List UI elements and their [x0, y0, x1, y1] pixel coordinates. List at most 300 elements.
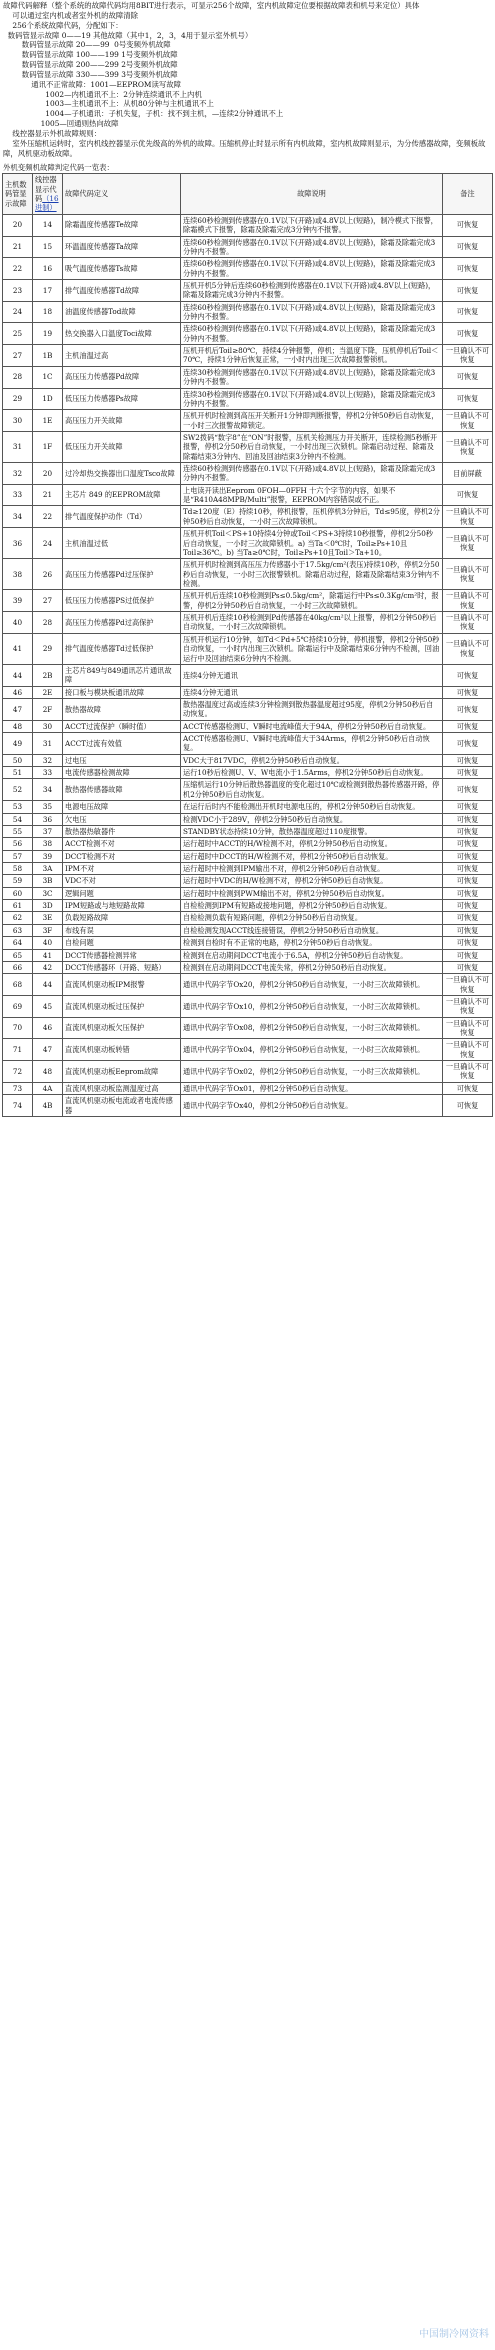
definition-cell: 直流风机驱动板监测温度过高: [63, 1082, 181, 1094]
note-cell: 可恢复: [443, 698, 493, 720]
table-row: [3, 949, 493, 961]
header-wired-code: [33, 174, 63, 214]
table-header-row: [3, 174, 493, 214]
main-code-cell: 46: [3, 686, 33, 698]
main-code-cell: 61: [3, 900, 33, 912]
wired-code-cell: 2F: [33, 698, 63, 720]
note-cell: 一旦确认不可恢复: [443, 974, 493, 996]
note-cell: 可恢复: [443, 900, 493, 912]
definition-cell: 直流风机驱动板过压保护: [63, 995, 181, 1017]
note-cell: 可恢复: [443, 301, 493, 323]
main-code-cell: 33: [3, 484, 33, 506]
header-description: 故障说明: [181, 174, 443, 214]
note-cell: 可恢复: [443, 813, 493, 825]
definition-cell: 高压压力开关故障: [63, 410, 181, 432]
wired-code-cell: 39: [33, 850, 63, 862]
table-row: [3, 900, 493, 912]
main-code-cell: 30: [3, 410, 33, 432]
note-cell: 可恢复: [443, 825, 493, 837]
description-cell: STANDBY状态持续10分钟，散热器温度超过110度报警。: [181, 825, 443, 837]
table-row: [3, 754, 493, 766]
description-cell: 自检检测到IPM有短路或接地问题，停机2分钟50秒后自动恢复。: [181, 900, 443, 912]
note-cell: 可恢复: [443, 258, 493, 280]
table-row: [3, 431, 493, 462]
note-cell: 可恢复: [443, 862, 493, 874]
note-cell: 一旦确认不可恢复: [443, 345, 493, 367]
table-row: [3, 698, 493, 720]
note-cell: 可恢复: [443, 937, 493, 949]
note-cell: 可恢复: [443, 733, 493, 755]
main-code-cell: 29: [3, 388, 33, 410]
definition-cell: 布线有误: [63, 924, 181, 936]
wired-code-cell: 38: [33, 838, 63, 850]
wired-code-cell: 4A: [33, 1082, 63, 1094]
intro-line: 1002—内机通讯不上：2分钟连续通讯不上内机: [3, 89, 202, 99]
note-cell: 可恢复: [443, 214, 493, 236]
description-cell: 连续60秒检测到传感器在0.1V以下(开路)或4.8V以上(短路)，除霜及除霜完成3分钟内不报警。: [181, 463, 443, 485]
table-row: [3, 801, 493, 813]
definition-cell: 直流风机驱动板欠压保护: [63, 1017, 181, 1039]
description-cell: 检测到在启动期间DCCT电流失常，停机2分钟50秒后自动恢复。: [181, 961, 443, 973]
intro-line: 故障代码解释（整个系统的故障代码均用8BIT进行表示，可显示256个故障，室内机故障定位要根据故障表和机号来定位）具体: [3, 1, 420, 10]
main-code-cell: 44: [3, 664, 33, 686]
intro-line: 数码管显示故障 100——199 1号变频外机故障: [3, 50, 178, 60]
definition-cell: ACCT过流保护（瞬时值）: [63, 720, 181, 732]
description-cell: Td≥120度（E）持续10秒，停机报警，压机停机3分钟后，Td≤95度，停机2分钟50秒后自动恢复，一小时三次故障锁机。: [181, 506, 443, 528]
table-row: [3, 875, 493, 887]
definition-cell: 主芯片849与849通讯芯片通讯故障: [63, 664, 181, 686]
description-cell: 连续60秒检测到传感器在0.1V以下(开路)或4.8V以上(短路)，制冷模式下报警，除霜模式下报警，除霜及除霜完成3分钟内不报警。: [181, 214, 443, 236]
fault-code-table: [2, 173, 493, 1117]
definition-cell: 高压压力传感器Pd故障: [63, 366, 181, 388]
description-cell: 压机开机5分钟后连续60秒检测到传感器在0.1V以下(开路)或4.8V以上(短路)，除霜及除霜完成3分钟内不报警。: [181, 279, 443, 301]
intro-line: 数码管显示故障 20——99 0号变频外机故障: [3, 40, 171, 50]
main-code-cell: 51: [3, 767, 33, 779]
table-row: [3, 779, 493, 801]
main-code-cell: 50: [3, 754, 33, 766]
wired-code-cell: 16: [33, 258, 63, 280]
main-code-cell: 53: [3, 801, 33, 813]
note-cell: 可恢复: [443, 1082, 493, 1094]
main-code-cell: 36: [3, 528, 33, 559]
table-row: [3, 720, 493, 732]
definition-cell: 接口板与模块板通讯故障: [63, 686, 181, 698]
description-cell: 运行超时中检测到IPM输出不对，停机2分钟50秒后自动恢复。: [181, 862, 443, 874]
main-code-cell: 69: [3, 995, 33, 1017]
main-code-cell: 71: [3, 1039, 33, 1061]
definition-cell: 欠电压: [63, 813, 181, 825]
table-row: [3, 825, 493, 837]
table-row: [3, 1017, 493, 1039]
main-code-cell: 25: [3, 323, 33, 345]
intro-line: 数码管显示故障 330——399 3号变频外机故障: [3, 69, 178, 79]
description-cell: 运行10秒后检测U、V、W电流小于1.5Arms，停机2分钟50秒后自动恢复。: [181, 767, 443, 779]
wired-code-cell: 19: [33, 323, 63, 345]
note-cell: 可恢复: [443, 767, 493, 779]
wired-code-cell: 32: [33, 754, 63, 766]
wired-code-cell: 3A: [33, 862, 63, 874]
table-row: [3, 850, 493, 862]
wired-code-cell: 47: [33, 1039, 63, 1061]
table-title: 外机变频机故障判定代码一览表：: [3, 162, 114, 172]
note-cell: 一旦确认不可恢复: [443, 528, 493, 559]
table-row: [3, 528, 493, 559]
definition-cell: 环温温度传感器Ta故障: [63, 236, 181, 258]
intro-line: 数码管显示故障 200——299 2号变频外机故障: [3, 60, 178, 70]
table-row: [3, 258, 493, 280]
definition-cell: 热交换器入口温度Toci故障: [63, 323, 181, 345]
wired-code-cell: 2B: [33, 664, 63, 686]
table-row: [3, 463, 493, 485]
main-code-cell: 22: [3, 258, 33, 280]
table-row: [3, 410, 493, 432]
description-cell: 在运行后时内不能检测出开机时电源电压的，停机2分钟50秒后自动恢复。: [181, 801, 443, 813]
table-row: [3, 388, 493, 410]
table-row: [3, 1061, 493, 1083]
table-row: [3, 279, 493, 301]
main-code-cell: 57: [3, 850, 33, 862]
table-row: [3, 862, 493, 874]
definition-cell: 除霜温度传感器Te故障: [63, 214, 181, 236]
description-cell: 通讯中代码字节Ox40，停机2分钟50秒后自动恢复。: [181, 1095, 443, 1117]
description-cell: 检测到自检时有不正常的电路，停机2分钟50秒后自动恢复。: [181, 937, 443, 949]
wired-code-cell: 3E: [33, 912, 63, 924]
definition-cell: 负载短路故障: [63, 912, 181, 924]
definition-cell: 低压压力开关故障: [63, 431, 181, 462]
main-code-cell: 55: [3, 825, 33, 837]
main-code-cell: 47: [3, 698, 33, 720]
note-cell: 一旦确认不可恢复: [443, 1061, 493, 1083]
note-cell: 可恢复: [443, 961, 493, 973]
table-row: [3, 924, 493, 936]
note-cell: 可恢复: [443, 1095, 493, 1117]
main-code-cell: 32: [3, 463, 33, 485]
note-cell: 一旦确认不可恢复: [443, 612, 493, 634]
definition-cell: ACCT检测不对: [63, 838, 181, 850]
definition-cell: 逻辑问题: [63, 887, 181, 899]
note-cell: 一旦确认不可恢复: [443, 633, 493, 664]
table-row: [3, 559, 493, 590]
note-cell: 可恢复: [443, 912, 493, 924]
intro-line: 线控器显示外机故障规则：: [3, 128, 102, 138]
main-code-cell: 23: [3, 279, 33, 301]
definition-cell: 直流风机驱动板转错: [63, 1039, 181, 1061]
main-code-cell: 68: [3, 974, 33, 996]
table-row: [3, 506, 493, 528]
note-cell: 一旦确认不可恢复: [443, 995, 493, 1017]
table-row: [3, 366, 493, 388]
description-cell: 检测VDC小于289V，停机2分钟50秒后自动恢复。: [181, 813, 443, 825]
table-row: [3, 961, 493, 973]
main-code-cell: 49: [3, 733, 33, 755]
definition-cell: ACCT过流有效值: [63, 733, 181, 755]
description-cell: 压缩机运行10分钟后散热器温度的变化超过10℃或检测到散热器传感器开路，停机2分钟50秒后自动恢复。: [181, 779, 443, 801]
definition-cell: 主机油温过低: [63, 528, 181, 559]
description-cell: 通讯中代码字节Ox20，停机2分钟50秒后自动恢复，一小时三次故障锁机。: [181, 974, 443, 996]
intro-text: [0, 0, 495, 159]
note-cell: 一旦确认不可恢复: [443, 590, 493, 612]
definition-cell: 过电压: [63, 754, 181, 766]
main-code-cell: 41: [3, 633, 33, 664]
main-code-cell: 73: [3, 1082, 33, 1094]
main-code-cell: 21: [3, 236, 33, 258]
wired-code-cell: 48: [33, 1061, 63, 1083]
main-code-cell: 64: [3, 937, 33, 949]
main-code-cell: 56: [3, 838, 33, 850]
note-cell: 目前屏蔽: [443, 463, 493, 485]
definition-cell: 排气温度传感器Td过低保护: [63, 633, 181, 664]
table-row: [3, 664, 493, 686]
table-row: [3, 345, 493, 367]
main-code-cell: 40: [3, 612, 33, 634]
note-cell: 一旦确认不可恢复: [443, 1039, 493, 1061]
definition-cell: 低压压力传感器Ps故障: [63, 388, 181, 410]
main-code-cell: 20: [3, 214, 33, 236]
description-cell: 运行超时中检测到PWM输出不对，停机2分钟50秒后自动恢复。: [181, 887, 443, 899]
description-cell: 散热器温度过高或连续3分钟检测到散热器温度超过95度，停机2分钟50秒后自动恢复。: [181, 698, 443, 720]
note-cell: 一旦确认不可恢复: [443, 431, 493, 462]
wired-code-cell: 2E: [33, 686, 63, 698]
definition-cell: 电流传感器检测故障: [63, 767, 181, 779]
note-cell: 可恢复: [443, 875, 493, 887]
note-cell: 可恢复: [443, 366, 493, 388]
description-cell: 上电读开读出Eeprom 0FOH—0FFH 十六个字节的内容，如果不是“R410A48MPB/Multi”报警，EEPROM内容错误或不正。: [181, 484, 443, 506]
description-cell: 压机开机时检测到高压开关断开1分钟即判断报警，停机2分钟50秒后自动恢复，一小时三次报警故障锁定。: [181, 410, 443, 432]
note-cell: 一旦确认不可恢复: [443, 559, 493, 590]
intro-line: 可以通过室内机或者室外机的故障清除: [3, 10, 139, 20]
definition-cell: 吸气温度传感器Ts故障: [63, 258, 181, 280]
intro-line: 256个系统故障代码，分配如下：: [3, 20, 123, 30]
table-row: [3, 590, 493, 612]
note-cell: 一旦确认不可恢复: [443, 410, 493, 432]
description-cell: 压机开机Toil＜PS+10持续4分钟或Toil＜PS+3持续10秒报警，停机2分50秒后自动恢复，一小时三次故障锁机。a) 当Ta＜0℃时，Toil≥Ps+10且Toil≥36℃。b) 当Ta≥0℃时，Toil≥Ps+10且Toil＞Ta+10。: [181, 528, 443, 559]
note-cell: 可恢复: [443, 850, 493, 862]
wired-code-cell: 3C: [33, 887, 63, 899]
wired-code-cell: 1D: [33, 388, 63, 410]
definition-cell: VDC不对: [63, 875, 181, 887]
wired-code-cell: 41: [33, 949, 63, 961]
wired-code-cell: 22: [33, 506, 63, 528]
wired-code-cell: 31: [33, 733, 63, 755]
table-row: [3, 214, 493, 236]
wired-code-cell: 3D: [33, 900, 63, 912]
wired-code-cell: 28: [33, 612, 63, 634]
definition-cell: 电源电压故障: [63, 801, 181, 813]
definition-cell: 高压压力传感器Pd过压保护: [63, 559, 181, 590]
main-code-cell: 72: [3, 1061, 33, 1083]
intro-line: 数码管显示故障 0——19 其他故障（其中1，2，3，4用于显示室外机号）: [3, 30, 253, 40]
wired-code-cell: 35: [33, 801, 63, 813]
note-cell: 可恢复: [443, 484, 493, 506]
definition-cell: 排气温度传感器Td故障: [63, 279, 181, 301]
main-code-cell: 38: [3, 559, 33, 590]
table-row: [3, 612, 493, 634]
main-code-cell: 28: [3, 366, 33, 388]
main-code-cell: 59: [3, 875, 33, 887]
main-code-cell: 70: [3, 1017, 33, 1039]
wired-code-cell: 1C: [33, 366, 63, 388]
table-row: [3, 323, 493, 345]
table-row: [3, 767, 493, 779]
wired-code-cell: 40: [33, 937, 63, 949]
definition-cell: 过冷却热交换器出口温度Tsco故障: [63, 463, 181, 485]
wired-code-cell: 15: [33, 236, 63, 258]
header-main-code: 主机数码管显示故障: [3, 174, 33, 214]
note-cell: 可恢复: [443, 323, 493, 345]
definition-cell: DCCT检测不对: [63, 850, 181, 862]
definition-cell: 主机油温过高: [63, 345, 181, 367]
note-cell: 可恢复: [443, 686, 493, 698]
table-row: [3, 912, 493, 924]
table-row: [3, 1039, 493, 1061]
description-cell: 压机开机后连续10秒检测到Pd传感器在40kg/cm²以上报警，停机2分钟50秒后自动恢复，一小时三次故障锁机。: [181, 612, 443, 634]
table-row: [3, 937, 493, 949]
definition-cell: IPM不对: [63, 862, 181, 874]
main-code-cell: 31: [3, 431, 33, 462]
table-row: [3, 887, 493, 899]
description-cell: 自检检测发现ACCT线连接错误，停机2分钟50秒后自动恢复。: [181, 924, 443, 936]
table-row: [3, 633, 493, 664]
note-cell: 可恢复: [443, 388, 493, 410]
definition-cell: 直流风机驱动板电流或者电流传感器: [63, 1095, 181, 1117]
wired-code-cell: 18: [33, 301, 63, 323]
wired-code-cell: 24: [33, 528, 63, 559]
intro-line: 1003—主机通讯不上：从机80分钟与主机通讯不上: [3, 99, 214, 109]
description-cell: 连续60秒检测到传感器在0.1V以下(开路)或4.8V以上(短路)，除霜及除霜完成3分钟内不报警。: [181, 301, 443, 323]
wired-code-cell: 4B: [33, 1095, 63, 1117]
description-cell: 连续4分钟无通讯: [181, 686, 443, 698]
description-cell: 通讯中代码字节Ox10，停机2分钟50秒后自动恢复，一小时三次故障锁机。: [181, 995, 443, 1017]
note-cell: 可恢复: [443, 949, 493, 961]
wired-code-cell: 3B: [33, 875, 63, 887]
definition-cell: 散热器传感器故障: [63, 779, 181, 801]
main-code-cell: 48: [3, 720, 33, 732]
description-cell: 连续60秒检测到传感器在0.1V以下(开路)或4.8V以上(短路)，除霜及除霜完成3分钟内不报警。: [181, 258, 443, 280]
table-row: [3, 686, 493, 698]
description-cell: 连续60秒检测到传感器在0.1V以下(开路)或4.8V以上(短路)，除霜及除霜完成3分钟内不报警。: [181, 236, 443, 258]
main-code-cell: 52: [3, 779, 33, 801]
wired-code-cell: 29: [33, 633, 63, 664]
main-code-cell: 39: [3, 590, 33, 612]
description-cell: 连续4分钟无通讯: [181, 664, 443, 686]
description-cell: 压机开机运行10分钟，如Td＜Pd+5℃持续10分钟，停机报警，停机2分钟50秒自动恢复，一小时内出现三次锁机。除霜运行中及除霜结束6分钟内不检测，回油运行中及回油结束6分钟内不检测。: [181, 633, 443, 664]
note-cell: 可恢复: [443, 754, 493, 766]
note-cell: 可恢复: [443, 887, 493, 899]
note-cell: 一旦确认不可恢复: [443, 1017, 493, 1039]
main-code-cell: 58: [3, 862, 33, 874]
main-code-cell: 34: [3, 506, 33, 528]
definition-cell: 散热器故障: [63, 698, 181, 720]
description-cell: 连续30秒检测到传感器在0.1V以下(开路)或4.8V以上(短路)，除霜及除霜完成3分钟内不报警。: [181, 366, 443, 388]
wired-code-cell: 1F: [33, 431, 63, 462]
wired-code-cell: 3F: [33, 924, 63, 936]
wired-code-cell: 27: [33, 590, 63, 612]
wired-code-cell: 36: [33, 813, 63, 825]
table-row: [3, 838, 493, 850]
description-cell: 压机开机后连续10秒检测到Ps≤0.5kg/cm²，除霜运行中Ps≤0.3Kg/cm²时，报警，停机2分钟50秒后自动恢复，一小时三次故障锁机。: [181, 590, 443, 612]
definition-cell: IPM短路或与地短路故障: [63, 900, 181, 912]
note-cell: 可恢复: [443, 664, 493, 686]
note-cell: 可恢复: [443, 720, 493, 732]
note-cell: 可恢复: [443, 236, 493, 258]
wired-code-cell: 33: [33, 767, 63, 779]
table-row: [3, 995, 493, 1017]
definition-cell: 自检问题: [63, 937, 181, 949]
wired-code-cell: 20: [33, 463, 63, 485]
wired-code-cell: 21: [33, 484, 63, 506]
description-cell: 检测到在启动期间DCCT电流小于6.5A，停机2分钟50秒后自动恢复。: [181, 949, 443, 961]
definition-cell: 排气温度保护动作（Td）: [63, 506, 181, 528]
note-cell: 一旦确认不可恢复: [443, 506, 493, 528]
wired-code-cell: 14: [33, 214, 63, 236]
wired-code-cell: 17: [33, 279, 63, 301]
note-cell: 可恢复: [443, 279, 493, 301]
description-cell: 通讯中代码字节Ox04，停机2分钟50秒后自动恢复，一小时三次故障锁机。: [181, 1039, 443, 1061]
wired-code-cell: 46: [33, 1017, 63, 1039]
header-hex-link[interactable]: （16进制）: [35, 194, 59, 213]
definition-cell: DCCT传感器环（开路、短路）: [63, 961, 181, 973]
table-row: [3, 236, 493, 258]
main-code-cell: 66: [3, 961, 33, 973]
intro-line: 1005—回通则热向故障: [3, 119, 119, 129]
description-cell: 运行超时中ACCT的H/W检测不对，停机2分钟50秒后自动恢复。: [181, 838, 443, 850]
wired-code-cell: 26: [33, 559, 63, 590]
description-cell: 运行超时中DCCT的H/W检测不对，停机2分钟50秒后自动恢复。: [181, 850, 443, 862]
definition-cell: 直流风机驱动板Eeprom故障: [63, 1061, 181, 1083]
description-cell: 连续60秒检测到传感器在0.1V以下(开路)或4.8V以上(短路)，除霜及除霜完成3分钟内不报警。: [181, 323, 443, 345]
description-cell: 运行超时中VDC的H/W检测不对，停机2分钟50秒后自动恢复。: [181, 875, 443, 887]
note-cell: 可恢复: [443, 801, 493, 813]
description-cell: 自检检测负载有短路问题，停机2分钟50秒后自动恢复。: [181, 912, 443, 924]
intro-line: 通讯不正常故障：1001—EEPROM读写故障: [3, 79, 182, 89]
note-cell: 可恢复: [443, 779, 493, 801]
main-code-cell: 27: [3, 345, 33, 367]
definition-cell: 油温度传感器Tod故障: [63, 301, 181, 323]
note-cell: 可恢复: [443, 924, 493, 936]
table-row: [3, 1082, 493, 1094]
definition-cell: DCCT传感器检测异常: [63, 949, 181, 961]
wired-code-cell: 42: [33, 961, 63, 973]
main-code-cell: 60: [3, 887, 33, 899]
table-row: [3, 974, 493, 996]
main-code-cell: 54: [3, 813, 33, 825]
header-note: 备注: [443, 174, 493, 214]
main-code-cell: 62: [3, 912, 33, 924]
description-cell: 通讯中代码字节Ox02，停机2分钟50秒后自动恢复，一小时三次故障锁机。: [181, 1061, 443, 1083]
main-code-cell: 63: [3, 924, 33, 936]
description-cell: 连续30秒检测到传感器在0.1V以下(开路)或4.8V以上(短路)，除霜及除霜完成3分钟内不报警。: [181, 388, 443, 410]
table-row: [3, 733, 493, 755]
table-row: [3, 1095, 493, 1117]
table-row: [3, 484, 493, 506]
main-code-cell: 24: [3, 301, 33, 323]
definition-cell: 散热器热敏器件: [63, 825, 181, 837]
description-cell: 通讯中代码字节Ox08，停机2分钟50秒后自动恢复，一小时三次故障锁机。: [181, 1017, 443, 1039]
definition-cell: 主芯片 849 的EEPROM故障: [63, 484, 181, 506]
wired-code-cell: 37: [33, 825, 63, 837]
wired-code-cell: 34: [33, 779, 63, 801]
table-row: [3, 301, 493, 323]
description-cell: SW2拨码“数字8”在“ON”时报警，压机关检测压力开关断开，连续检测5秒断开报警，停机2分50秒后自动恢复，一小时出现三次锁机。除霜启动过程、除霜及除霜结束3分钟内、回油及回油结束3分钟内不检测。: [181, 431, 443, 462]
watermark: 中国制冷网资料: [419, 2329, 489, 2340]
definition-cell: 直流风机驱动板IPM报警: [63, 974, 181, 996]
table-row: [3, 813, 493, 825]
wired-code-cell: 1E: [33, 410, 63, 432]
wired-code-cell: 44: [33, 974, 63, 996]
main-code-cell: 65: [3, 949, 33, 961]
intro-line: 室外压缩机运转时，室内机线控器显示优先级高的外机的故障。压缩机停止时显示所有内机故障，室内机故障则显示，为分传感器故障，变频板故障，风机驱动板故障。: [3, 138, 486, 158]
header-wired-label: 线控器显示代码: [35, 175, 57, 204]
